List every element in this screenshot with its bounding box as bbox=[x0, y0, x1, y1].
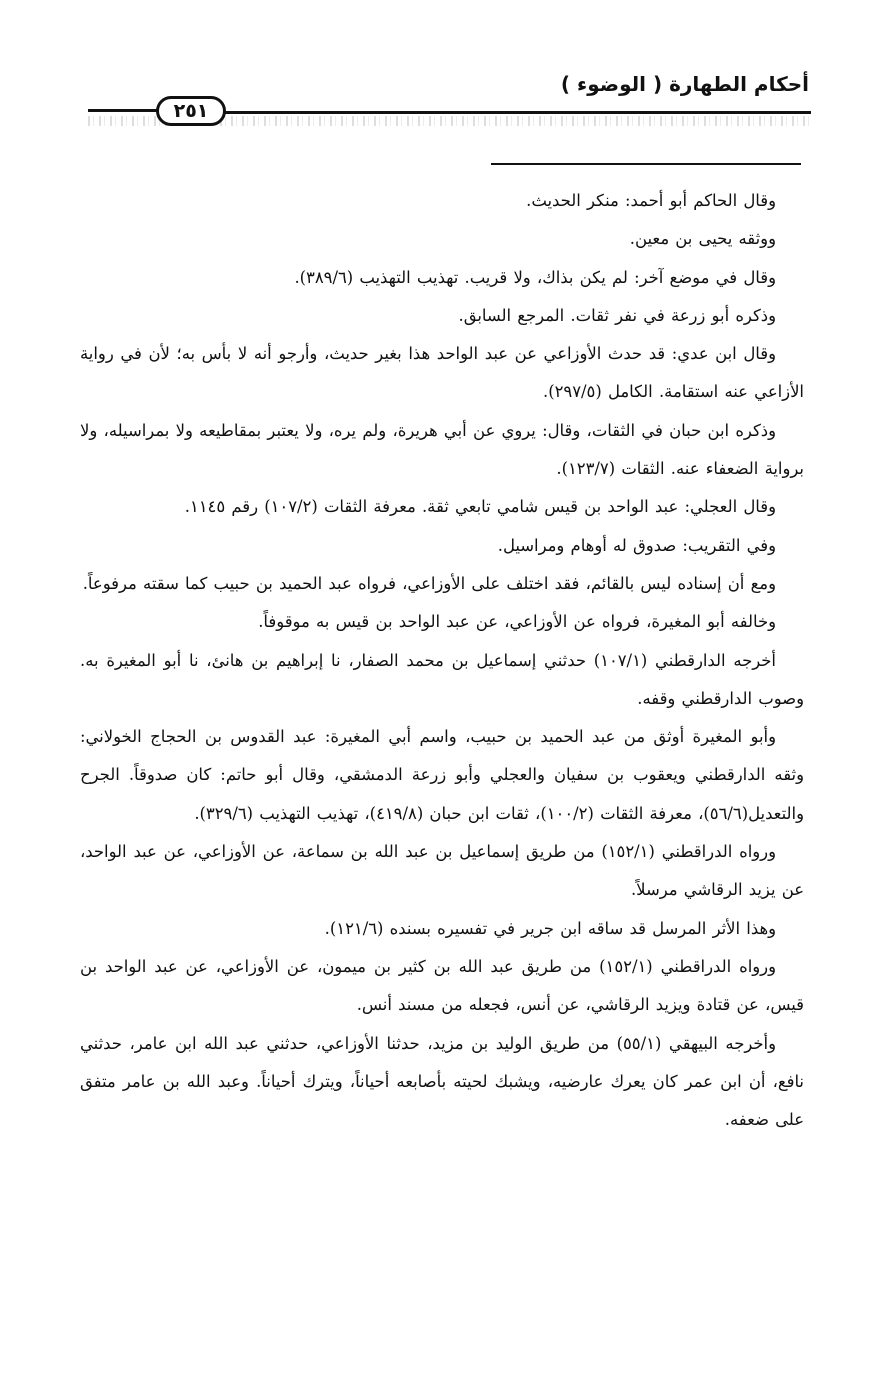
paragraph: ووثقه يحيى بن معين. bbox=[629, 229, 776, 249]
paragraph: ورواه الدراقطني (١٥٢/١) من طريق إسماعيل بن عبد الله بن سماعة، عن الأوزاعي، عن عبد الواحد، عن يزيد الرقاشي مرسلاً. bbox=[80, 842, 804, 900]
header-rule bbox=[225, 111, 811, 114]
paragraph: وأبو المغيرة أوثق من عبد الحميد بن حبيب، واسم أبي المغيرة: عبد القدوس بن الحجاج الخولاني: وثقه الدارقطني ويعقوب بن سفيان والعجلي وأبو زرعة الدمشقي، وقال أبو حاتم: كان صدوقاً. الجرح والتعديل(٥٦/٦)، معرفة الثقات (١٠٠/٢)، ثقات ابن حبان (٤١٩/٨)، تهذيب التهذيب (٣٢٩/٦). bbox=[80, 727, 804, 823]
paragraph: وخالفه أبو المغيرة، فرواه عن الأوزاعي، عن عبد الواحد بن قيس به موقوفاً. bbox=[258, 612, 776, 632]
paragraph: وهذا الأثر المرسل قد ساقه ابن جرير في تفسيره بسنده (١٢١/٦). bbox=[324, 918, 776, 938]
page-number: ٢٥١ bbox=[156, 96, 226, 126]
footnote-separator bbox=[491, 163, 801, 165]
paragraph: وقال في موضع آخر: لم يكن بذاك، ولا قريب. تهذيب التهذيب (٣٨٩/٦). bbox=[294, 267, 776, 287]
paragraph: ورواه الدراقطني (١٥٢/١) من طريق عبد الله بن كثير بن ميمون، عن الأوزاعي، عن عبد الواحد بن قيس، عن قتادة ويزيد الرقاشي، عن أنس، فجعله من مسند أنس. bbox=[80, 956, 804, 1015]
header-rule-left bbox=[88, 109, 158, 112]
footnote-text bbox=[80, 182, 804, 1139]
running-title: أحكام الطهارة ( الوضوء ) bbox=[560, 72, 809, 96]
paragraph: وذكره أبو زرعة في نفر ثقات. المرجع السابق. bbox=[458, 305, 776, 325]
paragraph: وقال ابن عدي: قد حدث الأوزاعي عن عبد الواحد هذا بغير حديث، وأرجو أنه لا بأس به؛ لأن في رواية الأزاعي عنه استقامة. الكامل (٢٩٧/٥). bbox=[80, 344, 804, 402]
paragraph: وأخرجه البيهقي (٥٥/١) من طريق الوليد بن مزيد، حدثنا الأوزاعي، حدثني عبد الله ابن عامر، حدثني نافع، أن ابن عمر كان يعرك عارضيه، ويشبك لحيته بأصابعه أحياناً، ويترك أحياناً. وعبد الله بن عامر متفق على ضعفه. bbox=[80, 1033, 804, 1130]
paragraph: ومع أن إسناده ليس بالقائم، فقد اختلف على الأوزاعي، فرواه عبد الحميد بن حبيب كما سقته مرفوعاً. bbox=[82, 573, 776, 593]
paragraph: أخرجه الدارقطني (١٠٧/١) حدثني إسماعيل بن محمد الصفار، نا إبراهيم بن هانئ، نا أبو المغيرة به. وصوب الدارقطني وقفه. bbox=[80, 650, 804, 708]
paragraph: وفي التقريب: صدوق له أوهام ومراسيل. bbox=[497, 535, 776, 555]
paragraph: وذكره ابن حبان في الثقات، وقال: يروي عن أبي هريرة، ولم يره، ولا يعتبر بمقاطيعه ولا بمراسيله، ولا برواية الضعفاء عنه. الثقات (١٢٣/٧). bbox=[80, 420, 804, 479]
paragraph: وقال العجلي: عبد الواحد بن قيس شامي تابعي ثقة. معرفة الثقات (١٠٧/٢) رقم ١١٤٥. bbox=[184, 497, 776, 517]
paragraph: وقال الحاكم أبو أحمد: منكر الحديث. bbox=[526, 191, 776, 210]
